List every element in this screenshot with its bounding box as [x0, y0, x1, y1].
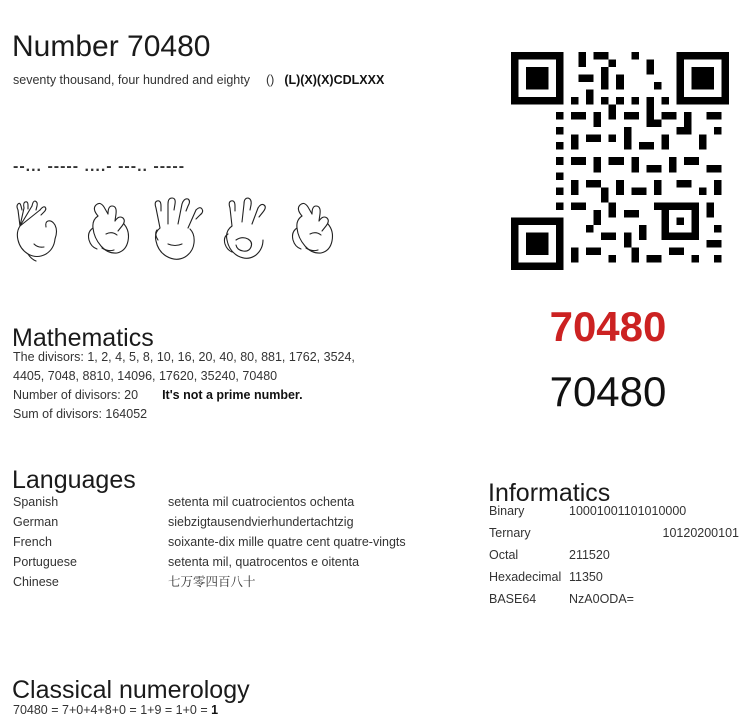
- number-display-black: 70480: [549, 368, 667, 415]
- number-parenthesis: (): [265, 73, 275, 87]
- page-title: Number 70480: [12, 30, 211, 64]
- mathematics-block: [13, 348, 473, 424]
- roman-numeral: (L)(X)(X)CDLXXX: [284, 73, 385, 87]
- language-name: German: [13, 515, 59, 529]
- informatics-label: Octal: [489, 548, 519, 562]
- sign-language-digits: [10, 196, 350, 266]
- numerology-formula: [13, 703, 218, 717]
- language-name: Chinese: [13, 575, 59, 589]
- language-value: 七万零四百八十: [168, 575, 256, 589]
- classical-numerology-heading: Classical numerology: [12, 675, 250, 704]
- language-name: Spanish: [13, 495, 59, 509]
- divisors-line-1: The divisors: 1, 2, 4, 5, 8, 10, 16, 20, 40, 80, 881, 1762, 3524,: [13, 350, 355, 364]
- number-display-red: 70480: [549, 303, 667, 350]
- hand-icon: [10, 196, 72, 264]
- language-value: siebzigtausendvierhundertachtzig: [168, 515, 354, 529]
- languages-table: [13, 492, 468, 592]
- informatics-heading: Informatics: [488, 478, 611, 507]
- languages-heading: Languages: [12, 465, 136, 494]
- qr-code-image: [511, 52, 729, 270]
- mathematics-heading: Mathematics: [12, 323, 154, 352]
- informatics-value: 11350: [569, 570, 603, 584]
- divisors-count-row: [13, 386, 473, 405]
- language-value: setenta mil cuatrocientos ochenta: [168, 495, 355, 509]
- table-row: [489, 522, 739, 544]
- table-row: [489, 588, 739, 610]
- informatics-value: 211520: [569, 548, 610, 562]
- sum-of-divisors: Sum of divisors: 164052: [13, 407, 148, 421]
- morse-code: --... ----- ....- ---.. -----: [13, 158, 186, 175]
- informatics-table: [489, 500, 739, 610]
- informatics-label: Ternary: [489, 526, 531, 540]
- informatics-value: 10001001101010000: [569, 504, 687, 518]
- table-row: [489, 500, 739, 522]
- table-row: [13, 512, 468, 532]
- hand-icon: [214, 196, 276, 264]
- hand-icon: [282, 196, 344, 264]
- table-row: [13, 552, 468, 572]
- prime-note: It's not a prime number.: [162, 388, 303, 402]
- number-subtitle: [13, 70, 478, 90]
- table-row: [489, 544, 739, 566]
- hand-icon: [78, 196, 140, 264]
- language-name: Portuguese: [13, 555, 77, 569]
- qr-code: [511, 52, 729, 270]
- table-row: [13, 572, 468, 592]
- hand-icon: [146, 196, 208, 264]
- numerology-expression: 70480 = 7+0+4+8+0 = 1+9 = 1+0 =: [13, 703, 212, 717]
- language-value: setenta mil, quatrocentos e oitenta: [168, 555, 360, 569]
- informatics-value: 10120200101: [662, 526, 739, 540]
- language-name: French: [13, 535, 52, 549]
- informatics-label: Binary: [489, 504, 525, 518]
- informatics-label: Hexadecimal: [489, 570, 562, 584]
- number-in-words: seventy thousand, four hundred and eighty: [13, 73, 250, 87]
- divisors-line-2: 4405, 7048, 8810, 14096, 17620, 35240, 70480: [13, 369, 278, 383]
- table-row: [13, 492, 468, 512]
- informatics-value: NzA0ODA=: [569, 592, 634, 606]
- table-row: [13, 532, 468, 552]
- number-of-divisors: Number of divisors: 20: [13, 388, 139, 402]
- informatics-label: BASE64: [489, 592, 537, 606]
- numerology-result: 1: [211, 703, 219, 717]
- language-value: soixante-dix mille quatre cent quatre-vingts: [168, 535, 406, 549]
- table-row: [489, 566, 739, 588]
